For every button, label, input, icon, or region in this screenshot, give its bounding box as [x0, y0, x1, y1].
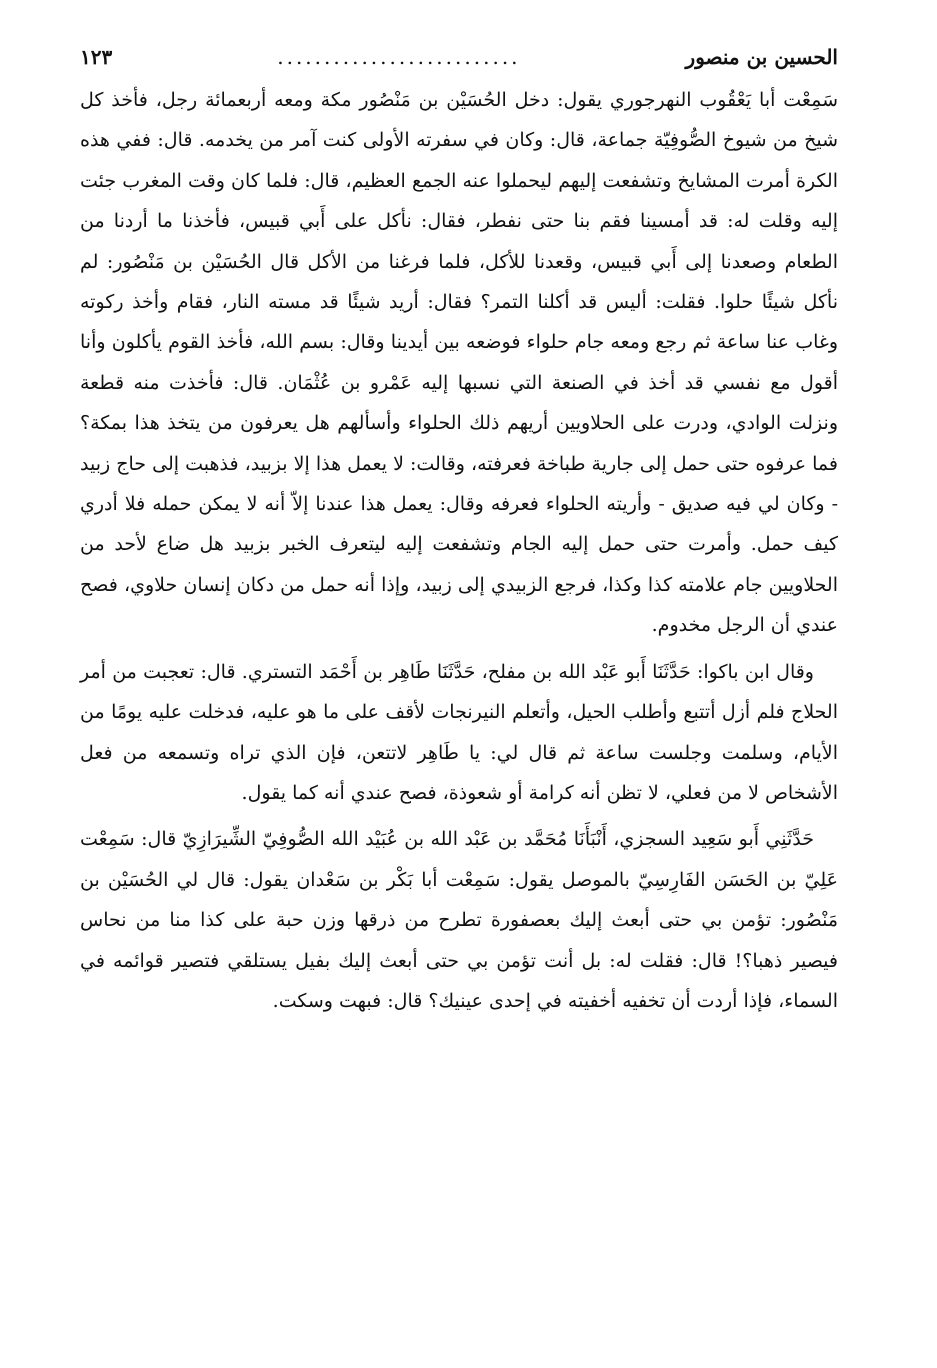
paragraph-3: حَدَّثَنِي أَبو سَعِيد السجزي، أَنْبَأَنَا مُحَمَّد بن عَبْد الله بن عُبَيْد الله الصُّوفِيّ الشِّيرَازِيّ قال: سَمِعْت عَلِيّ بن الحَسَن الفَارِسِيّ بالموصل يقول: سَمِعْت أبا بَكْر بن سَعْدان يقول: قال لي الحُسَيْن بن مَنْصُور: تؤمن بي حتى أبعث إليك بعصفورة تطرح من ذرقها وزن حبة على كذا منا من نحاس فيصير ذهبا؟! قال: فقلت له: بل أنت تؤمن بي حتى أبعث إليك بفيل يستلقي فتصير قوائمه في السماء، فإذا أردت أن تخفيه أخفيته في إحدى عينيك؟ قال: فبهت وسكت. — [80, 828, 838, 1012]
running-head-leader-dots: .......................... — [277, 45, 521, 69]
book-page — [80, 40, 838, 1027]
paragraph-2: وقال ابن باكوا: حَدَّثَنَا أَبو عَبْد الله بن مفلح، حَدَّثَنَا طَاهِر بن أَحْمَد التستري. قال: تعجبت من أمر الحلاج فلم أزل أتتبع وأطلب الحيل، وأتعلم النيرنجات لأقف على ما هو عليه، فدخلت عليه يومًا من الأيام، وسلمت وجلست ساعة ثم قال لي: يا طَاهِر لاتتعن، فإن الذي تراه وتسمعه من فعل الأشخاص لا من فعلي، لا تظن أنه كرامة أو شعوذة، فصح عندي أنه كما يقول. — [80, 660, 838, 804]
body-text — [80, 80, 838, 1021]
running-head — [80, 40, 838, 74]
page-number: ١٢٣ — [80, 45, 113, 69]
running-head-title: الحسين بن منصور — [685, 45, 838, 69]
paragraph-1: سَمِعْت أبا يَعْقُوب النهرجوري يقول: دخل الحُسَيْن بن مَنْصُور مكة ومعه أربعمائة رجل، فأخذ كل شيخ من شيوخ الصُّوفِيّة جماعة، قال: وكان في سفرته الأولى كنت آمر من يخدمه. قال: ففي هذه الكرة أمرت المشايخ وتشفعت إليهم ليحملوا عنه الجمع العظيم، قال: فلما كان وقت المغرب جئت إليه وقلت له: قد أمسينا فقم بنا حتى نفطر، فقال: نأكل على أَبي قبيس، فأخذنا ما أردنا من الطعام وصعدنا إلى أَبي قبيس، وقعدنا للأكل، فلما فرغنا من الأكل قال الحُسَيْن بن مَنْصُور: لم نأكل شيئًا حلوا. فقلت: أليس قد أكلنا التمر؟ فقال: أريد شيئًا قد مسته النار، فقام وأخذ ركوته وغاب عنا ساعة ثم رجع ومعه جام حلواء فوضعه بين أيدينا وقال: بسم الله، فأخذ القوم يأكلون وأنا أقول مع نفسي قد أخذ في الصنعة التي نسبها إليه عَمْرو بن عُثْمَان. قال: فأخذت منه قطعة ونزلت الوادي، ودرت على الحلاويين أريهم ذلك الحلواء وأسألهم هل يعرفون من يتخذ هذا بمكة؟ فما عرفوه حتى حمل إلى جارية طباخة فعرفته، وقالت: لا يعمل هذا إلا بزبيد، فذهبت إلى حاج زبيد - وكان لي فيه صديق - وأريته الحلواء فعرفه وقال: يعمل هذا عندنا إلاّ أنه لا يمكن حمله فلا أدري كيف حمل. وأمرت حتى حمل إليه الجام وتشفعت إليه ليتعرف الخبر بزبيد هل ضاع لأحد من الحلاويين جام علامته كذا وكذا، فرجع الزبيدي إلى زبيد، وإذا أنه حمل من دكان إنسان حلاوي، فصح عندي أن الرجل مخدوم. — [80, 89, 838, 637]
